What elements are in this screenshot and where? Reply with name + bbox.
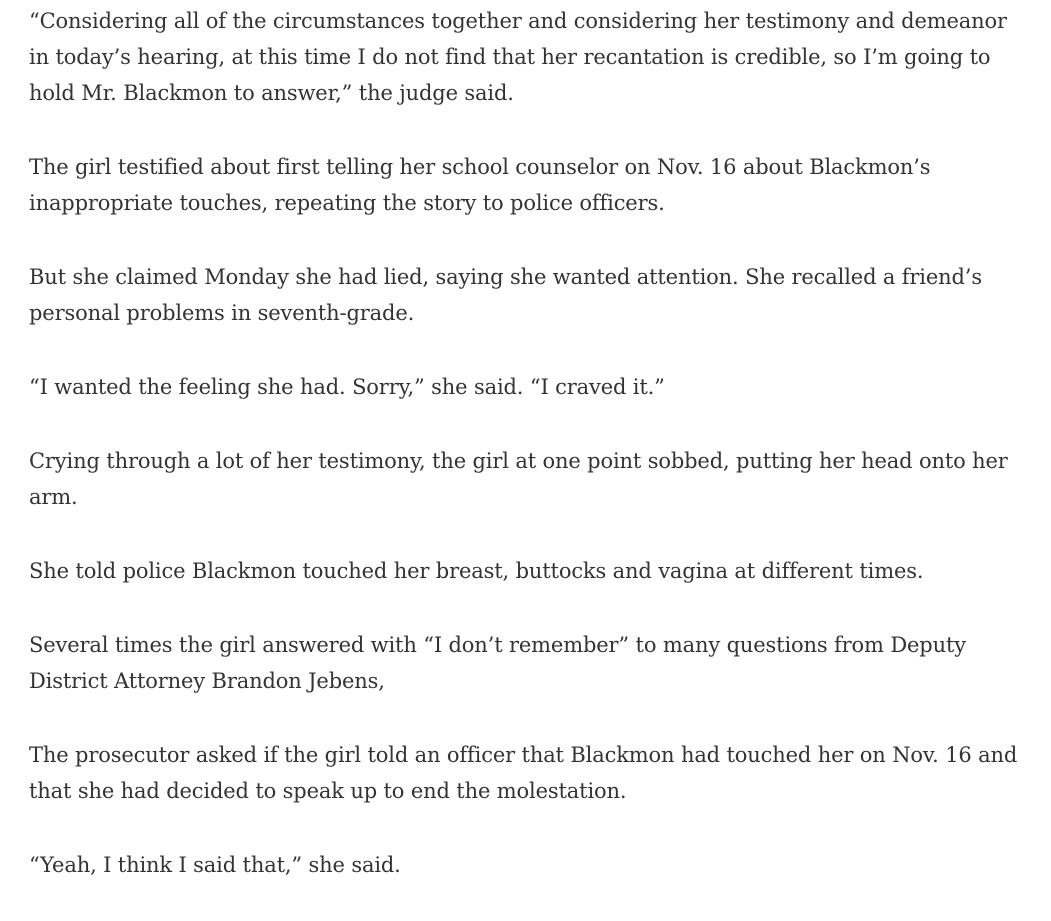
paragraph-final-quote: “Yeah, I think I said that,” she said. <box>29 853 401 877</box>
paragraph-craved-quote: “I wanted the feeling she had. Sorry,” she said. “I craved it.” <box>29 375 665 399</box>
article-body <box>29 3 1029 921</box>
paragraph-police-statement: She told police Blackmon touched her breast, buttocks and vagina at different times. <box>29 559 924 583</box>
paragraph-recantation: But she claimed Monday she had lied, saying she wanted attention. She recalled a friend’s personal problems in seventh-grade. <box>29 265 982 325</box>
paragraph-dont-remember: Several times the girl answered with “I don’t remember” to many questions from Deputy District Attorney Brandon Jebens, <box>29 633 966 693</box>
paragraph-counselor: The girl testified about first telling her school counselor on Nov. 16 about Blackmon’s inappropriate touches, repeating the story to police officers. <box>29 155 931 215</box>
paragraph-judge-quote: “Considering all of the circumstances together and considering her testimony and demeanor in today’s hearing, at this time I do not find that her recantation is credible, so I’m going to hold Mr. Blackmon to answer,” the judge said. <box>29 9 1007 105</box>
paragraph-crying: Crying through a lot of her testimony, the girl at one point sobbed, putting her head onto her arm. <box>29 449 1008 509</box>
paragraph-prosecutor: The prosecutor asked if the girl told an officer that Blackmon had touched her on Nov. 16 and that she had decided to speak up to end the molestation. <box>29 743 1018 803</box>
